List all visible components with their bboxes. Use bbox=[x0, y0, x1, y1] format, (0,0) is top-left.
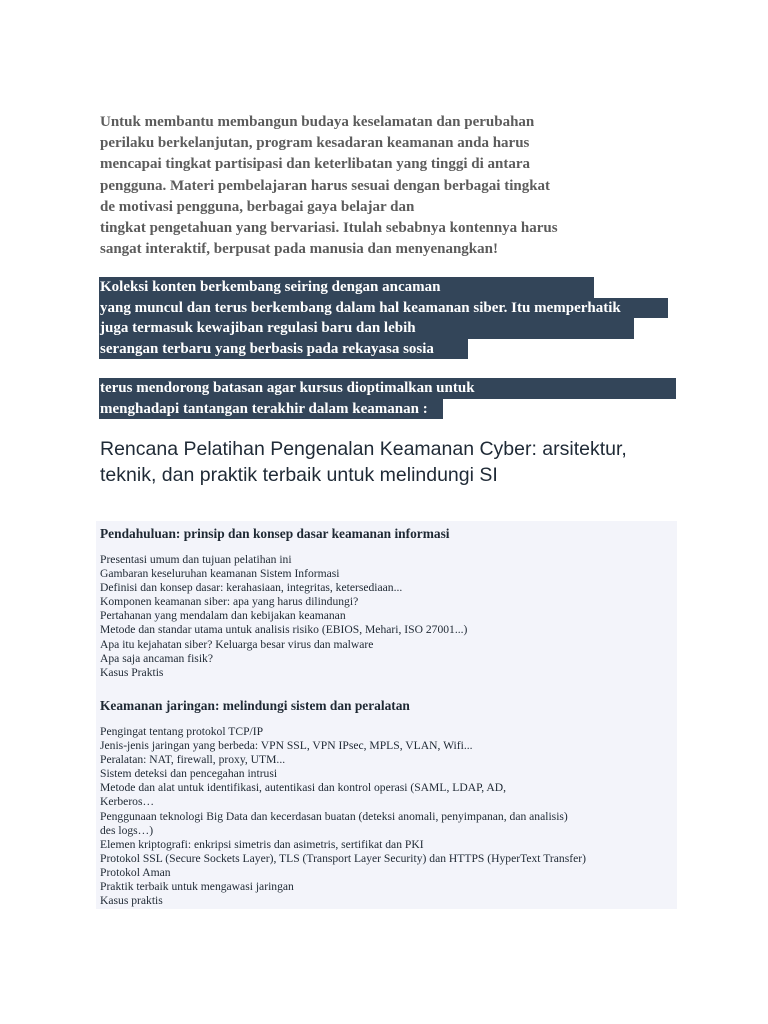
course-outline-panel bbox=[96, 521, 677, 909]
list-item: Gambaran keseluruhan keamanan Sistem Informasi bbox=[100, 567, 340, 581]
intro-line: Untuk membantu membangun budaya keselamatan dan perubahan bbox=[100, 114, 535, 130]
section-heading-network-security: Keamanan jaringan: melindungi sistem dan peralatan bbox=[100, 698, 410, 713]
list-item: Peralatan: NAT, firewall, proxy, UTM... bbox=[100, 753, 286, 767]
list-item: Metode dan standar utama untuk analisis risiko (EBIOS, Mehari, ISO 27001...) bbox=[100, 623, 468, 637]
list-item: Apa saja ancaman fisik? bbox=[100, 651, 213, 665]
intro-line: de motivasi pengguna, berbagai gaya belajar dan bbox=[100, 198, 415, 215]
intro-line: tingkat pengetahuan yang bervariasi. Itulah sebabnya kontennya harus bbox=[100, 220, 558, 237]
list-item: Protokol SSL (Secure Sockets Layer), TLS (Transport Layer Security) dan HTTPS (HyperText Transfer) bbox=[100, 851, 586, 865]
list-item: Penggunaan teknologi Big Data dan kecerdasan buatan (deteksi anomali, penyimpanan, dan analisis) bbox=[100, 809, 568, 823]
list-item: Protokol Aman bbox=[100, 865, 171, 879]
highlighted-line[interactable]: serangan terbaru yang berbasis pada rekayasa sosia bbox=[99, 339, 468, 360]
intro-line: sangat interaktif, berpusat pada manusia dan menyenangkan! bbox=[100, 241, 498, 258]
highlighted-paragraph-2[interactable] bbox=[99, 378, 676, 419]
highlighted-line[interactable]: juga termasuk kewajiban regulasi baru dan lebih bbox=[99, 318, 634, 339]
list-item: Pertahanan yang mendalam dan kebijakan keamanan bbox=[100, 609, 346, 623]
highlighted-line[interactable]: menghadapi tantangan terakhir dalam keamanan : bbox=[99, 399, 443, 420]
list-item: Kerberos… bbox=[100, 795, 155, 809]
document-title: Rencana Pelatihan Pengenalan Keamanan Cyber: arsitektur, teknik, dan praktik terbaik untuk melindungi SI bbox=[100, 438, 627, 486]
section-list-network-security bbox=[100, 725, 586, 908]
intro-paragraph bbox=[100, 112, 640, 260]
intro-line: pengguna. Materi pembelajaran harus sesuai dengan berbagai tingkat bbox=[100, 177, 551, 194]
highlighted-line[interactable]: Koleksi konten berkembang seiring dengan ancaman bbox=[99, 277, 594, 298]
list-item: Definisi dan konsep dasar: kerahasiaan, integritas, ketersediaan... bbox=[100, 581, 403, 595]
list-item: Komponen keamanan siber: apa yang harus dilindungi? bbox=[100, 595, 359, 609]
highlighted-line[interactable]: yang muncul dan terus berkembang dalam hal keamanan siber. Itu memperhatik bbox=[99, 298, 668, 319]
list-item: Kasus Praktis bbox=[100, 665, 164, 679]
list-item: Jenis-jenis jaringan yang berbeda: VPN SSL, VPN IPsec, MPLS, VLAN, Wifi... bbox=[100, 739, 473, 753]
section-list-introduction bbox=[100, 553, 467, 680]
list-item: Praktik terbaik untuk mengawasi jaringan bbox=[100, 880, 294, 894]
highlighted-line[interactable]: terus mendorong batasan agar kursus dioptimalkan untuk bbox=[99, 378, 676, 399]
section-heading-introduction: Pendahuluan: prinsip dan konsep dasar keamanan informasi bbox=[100, 526, 450, 541]
list-item: Sistem deteksi dan pencegahan intrusi bbox=[100, 767, 278, 781]
list-item: des logs…) bbox=[100, 823, 154, 837]
list-item: Apa itu kejahatan siber? Keluarga besar virus dan malware bbox=[100, 637, 374, 651]
intro-line: perilaku berkelanjutan, program kesadaran keamanan anda harus bbox=[100, 135, 530, 152]
list-item: Pengingat tentang protokol TCP/IP bbox=[100, 725, 264, 738]
highlighted-paragraph-1[interactable] bbox=[99, 277, 668, 359]
list-item: Elemen kriptografi: enkripsi simetris dan asimetris, sertifikat dan PKI bbox=[100, 837, 424, 851]
intro-line: mencapai tingkat partisipasi dan keterlibatan yang tinggi di antara bbox=[100, 156, 531, 173]
list-item: Presentasi umum dan tujuan pelatihan ini bbox=[100, 553, 292, 566]
list-item: Kasus praktis bbox=[100, 894, 163, 908]
list-item: Metode dan alat untuk identifikasi, autentikasi dan kontrol operasi (SAML, LDAP, AD, bbox=[100, 781, 507, 795]
